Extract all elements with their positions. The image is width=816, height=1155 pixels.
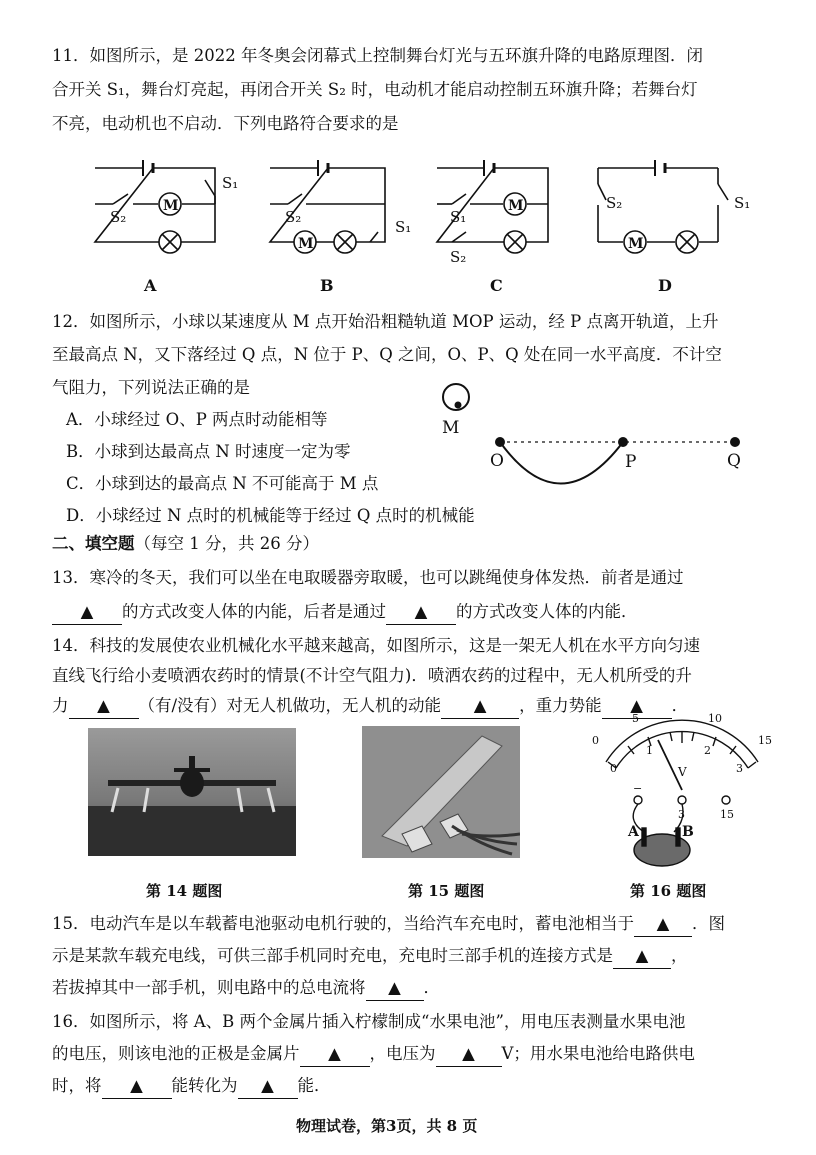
q15-blank-3[interactable]: ▲: [366, 976, 424, 1001]
q15-text-1b: ．图: [692, 914, 725, 933]
probe-b-label: B: [682, 824, 694, 840]
q16-blank-3[interactable]: ▲: [102, 1074, 172, 1099]
meter-unit: V: [678, 765, 687, 779]
option-a-label: A: [144, 276, 157, 295]
option-b-label: B: [320, 276, 334, 295]
q14-text-1: （有/没有）对无人机做功，无人机的动能: [138, 696, 442, 715]
q11-circuit-diagrams: [0, 150, 816, 310]
page-footer: 物理试卷，第3页，共 8 页: [296, 1117, 478, 1135]
circuit-b: [270, 160, 411, 253]
meter-bottom-tick-2: 2: [704, 744, 711, 757]
q15-text-3b: ．: [423, 978, 440, 997]
q16-text-3c: 能．: [297, 1076, 331, 1095]
q15-figure-caption: 第 15 题图: [408, 882, 485, 900]
meter-right-tick: 15: [758, 734, 772, 747]
q16-line-1: 16．如图所示，将 A、B 两个金属片插入柠檬制成“水果电池”，用电压表测量水果电池: [52, 1012, 686, 1031]
q16-figure-caption: 第 16 题图: [630, 882, 707, 900]
q16-blank-4[interactable]: ▲: [238, 1074, 298, 1099]
point-q-label: Q: [727, 451, 741, 471]
b-s2-label: S₂: [285, 208, 302, 226]
q11-line-1: 11．如图所示，是 2022 年冬奥会闭幕式上控制舞台灯光与五环旗升降的电路原理图．闭: [52, 46, 703, 65]
q16-blank-1[interactable]: ▲: [300, 1042, 370, 1067]
circuit-d: [598, 160, 750, 253]
q14-blank-2[interactable]: ▲: [441, 694, 519, 719]
q14-text-pre: 力: [52, 696, 69, 715]
q15-text-1: 15．电动汽车是以车载蓄电池驱动电机行驶的，当给汽车充电时，蓄电池相当于: [52, 914, 634, 933]
q13-text-1: 的方式改变人体的内能，后者是通过: [122, 602, 386, 621]
q16-text-2c: V；用水果电池给电路供电: [501, 1044, 695, 1063]
q16-text-3a: 时，将: [52, 1076, 102, 1095]
a-motor-label: M: [163, 198, 179, 214]
meter-left-tick: 0: [592, 734, 599, 747]
q15-line-3: [52, 976, 440, 1001]
q16-text-3b: 能转化为: [171, 1076, 238, 1095]
q13-line-1: 13．寒冷的冬天，我们可以坐在电取暖器旁取暖，也可以跳绳使身体发热．前者是通过: [52, 568, 684, 587]
q12-line-2: 至最高点 N，又下落经过 Q 点，N 位于 P、Q 之间，O、P、Q 处在同一水平高度．不计空: [52, 345, 722, 364]
q12-choice-a: A．小球经过 O、P 两点时动能相等: [66, 410, 328, 429]
q15-blank-1[interactable]: ▲: [634, 912, 692, 937]
q16-line-3: [52, 1074, 331, 1099]
q12-track-diagram: [430, 375, 760, 495]
section-title: 二、填空题: [52, 534, 135, 553]
d-s2-label: S₂: [606, 194, 623, 212]
q15-text-3: 若拔掉其中一部手机，则电路中的总电流将: [52, 978, 366, 997]
q15-line-2: [52, 944, 688, 969]
terminal-15: 15: [720, 808, 734, 821]
q16-blank-2[interactable]: ▲: [436, 1042, 502, 1067]
q15-line-1: [52, 912, 725, 937]
q14-text-end: ．: [671, 696, 689, 715]
q13-line-2: [52, 600, 638, 625]
q12-line-1: 12．如图所示，小球以某速度从 M 点开始沿粗糙轨道 MOP 运动，经 P 点离开轨道，上升: [52, 312, 719, 331]
meter-bottom-tick-3: 3: [736, 762, 743, 775]
probe-a-label: A: [628, 824, 639, 840]
q14-blank-3[interactable]: ▲: [602, 694, 672, 719]
b-s1-label: S₁: [395, 218, 412, 236]
q11-line-2: 合开关 S₁，舞台灯亮起，再闭合开关 S₂ 时，电动机才能启动控制五环旗升降；若舞台灯: [52, 80, 698, 99]
circuit-c: [437, 160, 548, 266]
q12-line-3: 气阻力，下列说法正确的是: [52, 378, 250, 397]
q12-choice-c: C．小球到达的最高点 N 不可能高于 M 点: [66, 474, 379, 493]
meter-top-tick-5: 5: [632, 712, 639, 725]
c-motor-label: M: [508, 198, 524, 214]
section-note: （每空 1 分，共 26 分）: [134, 534, 319, 553]
q13-blank-2[interactable]: ▲: [386, 600, 456, 625]
circuit-a: [95, 160, 238, 253]
q14-blank-1[interactable]: ▲: [69, 694, 139, 719]
q12-choice-d: D．小球经过 N 点时的机械能等于经过 Q 点时的机械能: [66, 506, 475, 525]
q14-line-1: 14．科技的发展使农业机械化水平越来越高，如图所示，这是一架无人机在水平方向匀速: [52, 636, 700, 655]
terminal-3: 3: [678, 808, 685, 821]
d-motor-label: M: [628, 236, 644, 252]
d-s1-label: S₁: [734, 194, 751, 212]
q12-choice-b: B．小球到达最高点 N 时速度一定为零: [66, 442, 351, 461]
q15-text-2: 示是某款车载充电线，可供三部手机同时充电，充电时三部手机的连接方式是: [52, 946, 613, 965]
q15-charging-cable-photo: [362, 726, 520, 858]
q14-text-2: ，重力势能: [519, 696, 602, 715]
q14-line-2: 直线飞行给小麦喷洒农药时的情景(不计空气阻力)．喷洒农药的过程中，无人机所受的升: [52, 666, 692, 685]
q16-text-2b: ，电压为: [369, 1044, 436, 1063]
q13-text-2: 的方式改变人体的内能．: [456, 602, 638, 621]
section-heading: [52, 532, 319, 556]
point-m-label: M: [442, 418, 460, 438]
a-s2-label: S₂: [110, 208, 127, 226]
q14-drone-photo: [88, 728, 296, 856]
a-s1-label: S₁: [222, 174, 239, 192]
c-s1-label: S₁: [450, 208, 467, 226]
option-d-label: D: [658, 276, 672, 295]
meter-top-tick-10: 10: [708, 712, 722, 725]
q15-text-2b: ，: [671, 946, 688, 965]
b-motor-label: M: [298, 236, 314, 252]
point-o-label: O: [490, 451, 504, 471]
meter-bottom-tick-0: 0: [610, 762, 617, 775]
terminal-minus: −: [633, 782, 643, 795]
q16-text-2a: 的电压，则该电池的正极是金属片: [52, 1044, 300, 1063]
option-c-label: C: [490, 276, 503, 295]
q16-voltmeter-figure: [586, 710, 786, 870]
q11-line-3: 不亮，电动机也不启动．下列电路符合要求的是: [52, 114, 399, 133]
q16-line-2: [52, 1042, 695, 1067]
q13-blank-1[interactable]: ▲: [52, 600, 122, 625]
q15-blank-2[interactable]: ▲: [613, 944, 671, 969]
c-s2-label: S₂: [450, 248, 467, 266]
meter-bottom-tick-1: 1: [646, 744, 653, 757]
point-p-label: P: [625, 452, 637, 472]
q14-figure-caption: 第 14 题图: [146, 882, 223, 900]
